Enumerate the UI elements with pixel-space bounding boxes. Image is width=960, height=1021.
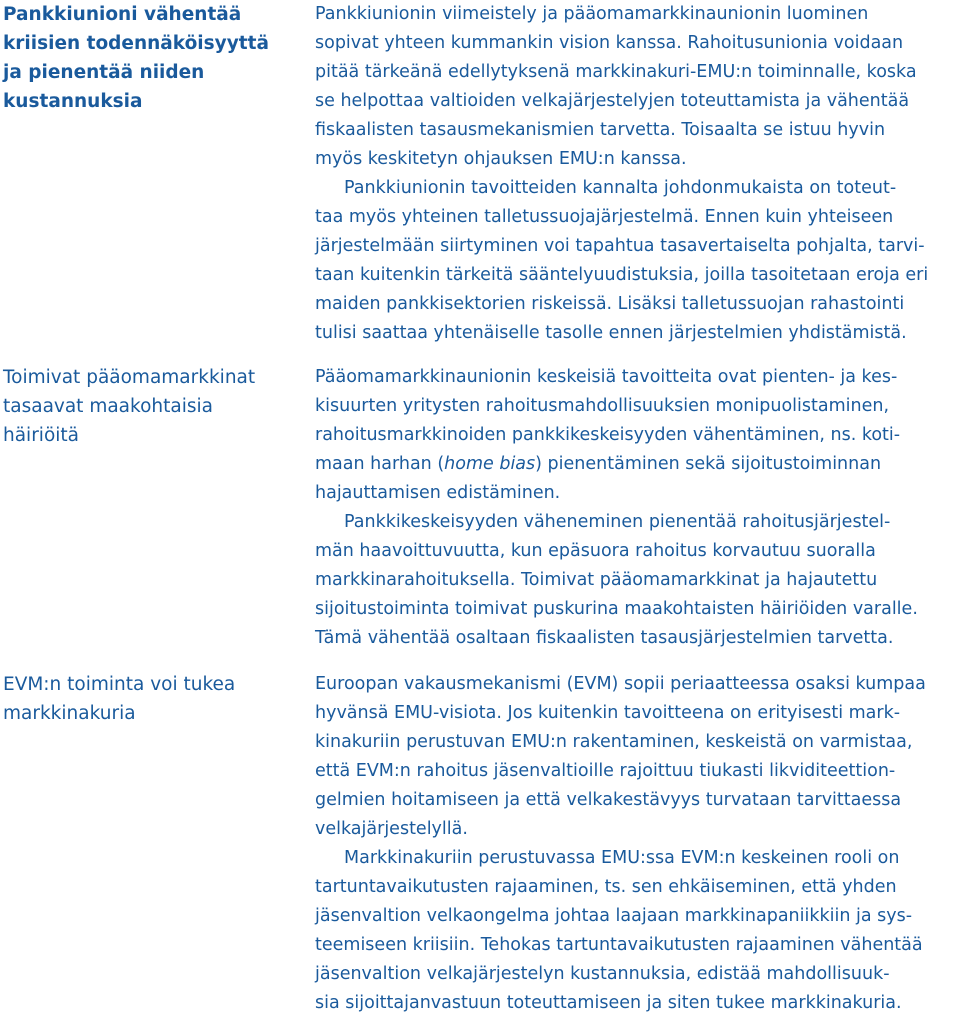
text-line: se helpottaa valtioiden velkajärjestelyjen toteuttamista ja vähentää <box>315 91 910 111</box>
text-line: markkinarahoituksella. Toimivat pääomamarkkinat ja hajautettu <box>315 570 878 590</box>
text-line: sijoitustoiminta toimivat puskurina maakohtaisten häiriöiden varalle. <box>315 599 918 619</box>
paragraph <box>315 174 953 348</box>
paragraph <box>315 670 953 844</box>
text-line: Tämä vähentää osaltaan fiskaalisten tasausjärjestelmien tarvetta. <box>315 628 894 648</box>
text-line: tartuntavaikutusten rajaaminen, ts. sen ehkäiseminen, että yhden <box>315 877 897 897</box>
side-heading <box>3 0 293 116</box>
text-line: jäsenvaltion velkajärjestelyn kustannuksia, edistää mahdollisuuk- <box>315 964 890 984</box>
text-line: järjestelmään siirtyminen voi tapahtua tasavertaiselta pohjalta, tarvi- <box>315 236 925 256</box>
text-line: Pankkiunionin viimeistely ja pääomamarkkinaunionin luominen <box>315 4 869 24</box>
side-heading-line: Toimivat pääomamarkkinat <box>3 367 256 388</box>
text-line: hyvänsä EMU-visiota. Jos kuitenkin tavoitteena on erityisesti mark- <box>315 703 901 723</box>
main-text <box>315 0 953 348</box>
text-line: teemiseen kriisiin. Tehokas tartuntavaikutusten rajaaminen vähentää <box>315 935 923 955</box>
text-line: pitää tärkeänä edellytyksenä markkinakuri-EMU:n toiminnalle, koska <box>315 62 917 82</box>
side-heading <box>3 363 293 450</box>
paragraph <box>315 0 953 174</box>
side-heading-line: Pankkiunioni vähentää <box>3 4 242 25</box>
paragraph <box>315 508 953 653</box>
side-heading-line: EVM:n toiminta voi tukea <box>3 674 236 695</box>
text-line: kinakuriin perustuvan EMU:n rakentaminen, keskeistä on varmistaa, <box>315 732 913 752</box>
paragraph <box>315 363 953 508</box>
main-text <box>315 363 953 653</box>
side-heading-line: kustannuksia <box>3 91 143 112</box>
text-line: Euroopan vakausmekanismi (EVM) sopii periaatteessa osaksi kumpaa <box>315 674 926 694</box>
text-line: myös keskitetyn ohjauksen EMU:n kanssa. <box>315 149 687 169</box>
text-line: tulisi saattaa yhtenäiselle tasolle ennen järjestelmien yhdistämistä. <box>315 323 907 343</box>
text-line: jäsenvaltion velkaongelma johtaa laajaan markkinapaniikkiin ja sys- <box>315 906 913 926</box>
text-line: Markkinakuriin perustuvassa EMU:ssa EVM:n keskeinen rooli on <box>344 848 900 868</box>
text-line: män haavoittuvuutta, kun epäsuora rahoitus korvautuu suoralla <box>315 541 876 561</box>
text-line: maan harhan (home bias) pienentäminen sekä sijoitustoiminnan <box>315 454 882 474</box>
text-line: sia sijoittajanvastuun toteuttamiseen ja siten tukee markkinakuria. <box>315 993 902 1013</box>
text-line: taa myös yhteinen talletussuojajärjestelmä. Ennen kuin yhteiseen <box>315 207 894 227</box>
text-line: että EVM:n rahoitus jäsenvaltioille rajoittuu tiukasti likviditeettion- <box>315 761 896 781</box>
text-line: taan kuitenkin tärkeitä sääntelyuudistuksia, joilla tasoitetaan eroja eri <box>315 265 929 285</box>
side-heading-line: kriisien todennäköisyyttä <box>3 33 269 54</box>
text-line: rahoitusmarkkinoiden pankkikeskeisyyden vähentäminen, ns. koti- <box>315 425 901 445</box>
text-line: maiden pankkisektorien riskeissä. Lisäksi talletussuojan rahastointi <box>315 294 905 314</box>
main-text <box>315 670 953 1018</box>
text-line: Pankkikeskeisyyden väheneminen pienentää rahoitusjärjestel- <box>344 512 891 532</box>
text-line: fiskaalisten tasausmekanismien tarvetta. Toisaalta se istuu hyvin <box>315 120 886 140</box>
text-line: kisuurten yritysten rahoitusmahdollisuuksien monipuolistaminen, <box>315 396 890 416</box>
side-heading <box>3 670 293 728</box>
side-heading-line: tasaavat maakohtaisia <box>3 396 213 417</box>
text-line: gelmien hoitamiseen ja että velkakestävyys turvataan tarvittaessa <box>315 790 902 810</box>
side-heading-line: ja pienentää niiden <box>3 62 205 83</box>
text-line: Pankkiunionin tavoitteiden kannalta johdonmukaista on toteut- <box>344 178 897 198</box>
text-line: hajauttamisen edistäminen. <box>315 483 561 503</box>
side-heading-line: markkinakuria <box>3 703 136 724</box>
paragraph <box>315 844 953 1018</box>
text-line: velkajärjestelyllä. <box>315 819 468 839</box>
text-line: Pääomamarkkinaunionin keskeisiä tavoitteita ovat pienten- ja kes- <box>315 367 898 387</box>
side-heading-line: häiriöitä <box>3 425 79 446</box>
text-line: sopivat yhteen kummankin vision kanssa. Rahoitusunionia voidaan <box>315 33 904 53</box>
